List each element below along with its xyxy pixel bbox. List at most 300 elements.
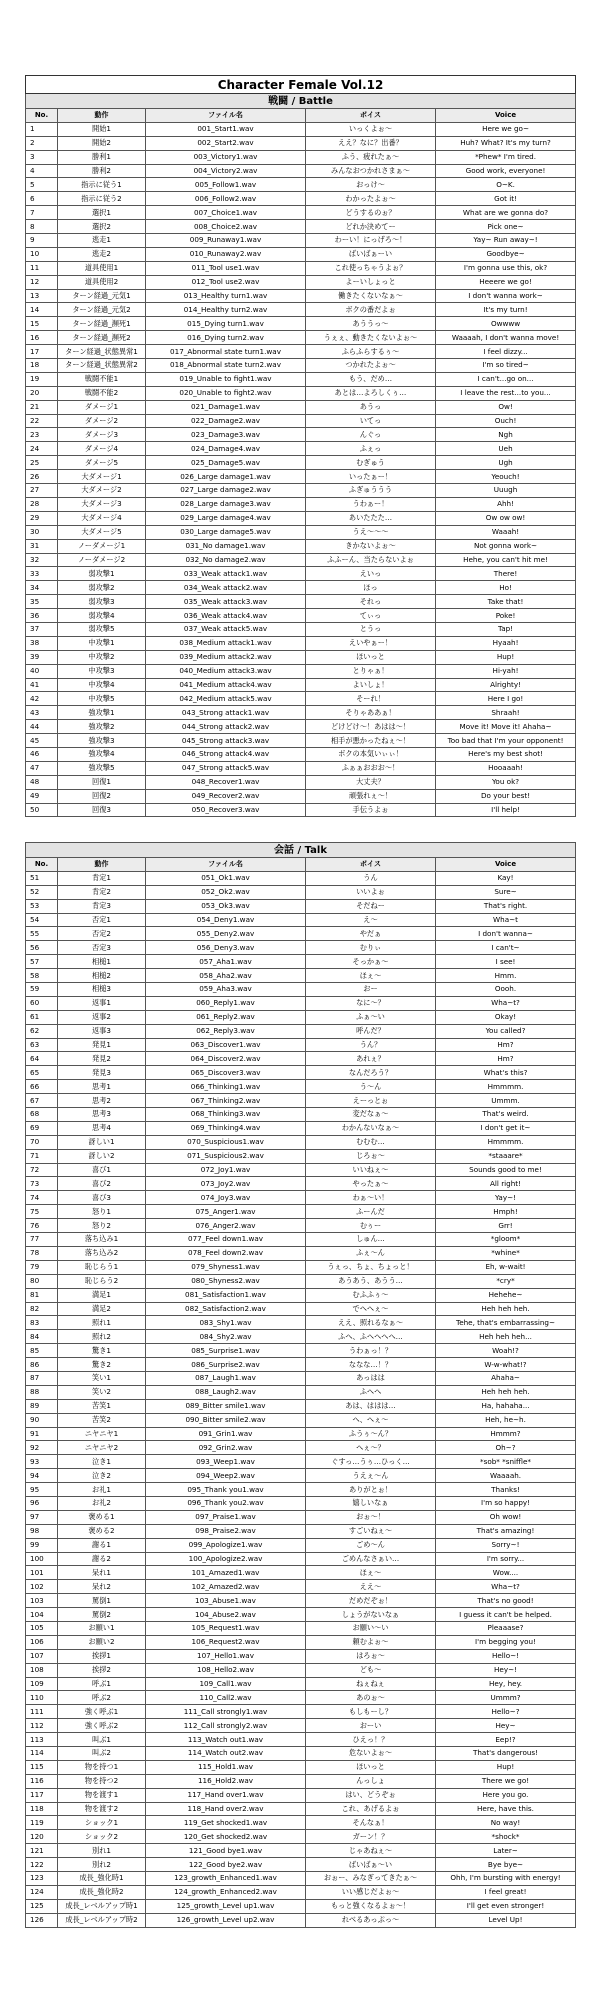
document-title: Character Female Vol.12 xyxy=(26,76,576,94)
filename-cell: 066_Thinking1.wav xyxy=(146,1080,306,1094)
filename-cell: 002_Start2.wav xyxy=(146,136,306,150)
row-number: 104 xyxy=(26,1608,58,1622)
row-number: 9 xyxy=(26,234,58,248)
row-number: 65 xyxy=(26,1066,58,1080)
voice-jp-cell: おぉ～！ xyxy=(306,1510,436,1524)
voice-en-cell: Wha~t xyxy=(436,913,576,927)
action-cell: 大ダメージ2 xyxy=(58,484,146,498)
filename-cell: 097_Praise1.wav xyxy=(146,1510,306,1524)
table-row xyxy=(26,539,576,553)
filename-cell: 021_Damage1.wav xyxy=(146,400,306,414)
row-number: 105 xyxy=(26,1621,58,1635)
action-cell: 挨拶1 xyxy=(58,1649,146,1663)
row-number: 64 xyxy=(26,1052,58,1066)
voice-en-cell: *sob* *sniffle* xyxy=(436,1455,576,1469)
voice-en-cell: Ngh xyxy=(436,428,576,442)
action-cell: 肯定3 xyxy=(58,899,146,913)
table-row xyxy=(26,247,576,261)
action-cell: 回復3 xyxy=(58,803,146,817)
voice-jp-cell: ふぁぁおおお～！ xyxy=(306,761,436,775)
table-row xyxy=(26,567,576,581)
table-row xyxy=(26,1371,576,1385)
action-cell: お願い2 xyxy=(58,1635,146,1649)
filename-cell: 031_No damage1.wav xyxy=(146,539,306,553)
filename-cell: 074_Joy3.wav xyxy=(146,1191,306,1205)
voice-en-cell: What's this? xyxy=(436,1066,576,1080)
table-row xyxy=(26,1094,576,1108)
voice-en-cell: Waaaah, I don't wanna move! xyxy=(436,331,576,345)
voice-jp-cell: やったぁ～ xyxy=(306,1177,436,1191)
action-cell: 相槌2 xyxy=(58,969,146,983)
voice-jp-cell: うわぁっ！？ xyxy=(306,1344,436,1358)
filename-cell: 018_Abnormal state turn2.wav xyxy=(146,359,306,373)
row-number: 81 xyxy=(26,1288,58,1302)
row-number: 115 xyxy=(26,1760,58,1774)
action-cell: 中攻撃3 xyxy=(58,664,146,678)
voice-jp-cell: ひえっ！？ xyxy=(306,1733,436,1747)
row-number: 20 xyxy=(26,386,58,400)
table-row xyxy=(26,1747,576,1761)
table-row xyxy=(26,1274,576,1288)
filename-cell: 101_Amazed1.wav xyxy=(146,1566,306,1580)
filename-cell: 028_Large damage3.wav xyxy=(146,497,306,511)
table-row xyxy=(26,525,576,539)
voice-en-cell: Eep!? xyxy=(436,1733,576,1747)
filename-cell: 047_Strong attack5.wav xyxy=(146,761,306,775)
voice-en-cell: Move it! Move it! Ahaha~ xyxy=(436,720,576,734)
action-cell: 選択1 xyxy=(58,206,146,220)
action-cell: 物を持つ2 xyxy=(58,1774,146,1788)
voice-jp-cell: あうあう、あうう… xyxy=(306,1274,436,1288)
table-row xyxy=(26,1802,576,1816)
voice-jp-cell: 手伝うよぉ xyxy=(306,803,436,817)
table-row xyxy=(26,331,576,345)
voice-en-cell: Ow! xyxy=(436,400,576,414)
table-row xyxy=(26,1538,576,1552)
voice-jp-cell: あっはは xyxy=(306,1371,436,1385)
table-row xyxy=(26,1191,576,1205)
voice-jp-cell: すごいねぇ～ xyxy=(306,1524,436,1538)
row-number: 24 xyxy=(26,442,58,456)
row-number: 41 xyxy=(26,678,58,692)
table-row xyxy=(26,1552,576,1566)
filename-cell: 125_growth_Level up1.wav xyxy=(146,1899,306,1913)
action-cell: 肯定1 xyxy=(58,871,146,885)
filename-cell: 065_Discover3.wav xyxy=(146,1066,306,1080)
voice-jp-cell: それっ xyxy=(306,595,436,609)
row-number: 76 xyxy=(26,1219,58,1233)
voice-jp-cell: もしもーし？ xyxy=(306,1705,436,1719)
row-number: 94 xyxy=(26,1469,58,1483)
filename-cell: 118_Hand over2.wav xyxy=(146,1802,306,1816)
filename-cell: 084_Shy2.wav xyxy=(146,1330,306,1344)
voice-en-cell: Woah!? xyxy=(436,1344,576,1358)
filename-cell: 055_Deny2.wav xyxy=(146,927,306,941)
voice-en-cell: Hi-yah! xyxy=(436,664,576,678)
voice-jp-cell: そーれ！ xyxy=(306,692,436,706)
voice-jp-cell: きかないよぉ～ xyxy=(306,539,436,553)
row-number: 27 xyxy=(26,484,58,498)
action-cell: 思考4 xyxy=(58,1121,146,1135)
voice-en-cell: I don't wanna~ xyxy=(436,927,576,941)
filename-cell: 007_Choice1.wav xyxy=(146,206,306,220)
voice-jp-cell: ばいばぁーい xyxy=(306,247,436,261)
voice-jp-cell: いったぁー！ xyxy=(306,470,436,484)
table-row xyxy=(26,1316,576,1330)
voice-jp-cell: 働きたくないなぁ～ xyxy=(306,289,436,303)
action-cell: 中攻撃4 xyxy=(58,678,146,692)
voice-jp-cell: ほっ xyxy=(306,581,436,595)
row-number: 118 xyxy=(26,1802,58,1816)
filename-cell: 054_Deny1.wav xyxy=(146,913,306,927)
row-number: 17 xyxy=(26,345,58,359)
action-cell: 大ダメージ1 xyxy=(58,470,146,484)
voice-en-cell: You ok? xyxy=(436,775,576,789)
voice-en-cell: Hey, hey. xyxy=(436,1677,576,1691)
table-row xyxy=(26,650,576,664)
voice-jp-cell: あのぉ～ xyxy=(306,1691,436,1705)
table-row xyxy=(26,359,576,373)
filename-cell: 056_Deny3.wav xyxy=(146,941,306,955)
action-cell: 発見3 xyxy=(58,1066,146,1080)
filename-cell: 015_Dying turn1.wav xyxy=(146,317,306,331)
voice-jp-cell: ごめ～ん xyxy=(306,1538,436,1552)
action-cell: 戦闘不能2 xyxy=(58,386,146,400)
voice-jp-cell: うん xyxy=(306,871,436,885)
filename-cell: 077_Feel down1.wav xyxy=(146,1233,306,1247)
action-cell: 勝利2 xyxy=(58,164,146,178)
column-header-voice-jp: ボイス xyxy=(306,858,436,872)
voice-jp-cell: ええ～ xyxy=(306,1580,436,1594)
table-row xyxy=(26,1524,576,1538)
voice-en-cell: *shock* xyxy=(436,1830,576,1844)
action-cell: 中攻撃2 xyxy=(58,650,146,664)
row-number: 95 xyxy=(26,1483,58,1497)
table-row xyxy=(26,803,576,817)
voice-jp-cell: いいねぇ～ xyxy=(306,1163,436,1177)
row-number: 82 xyxy=(26,1302,58,1316)
action-cell: 開始2 xyxy=(58,136,146,150)
voice-en-cell: Huh? What? It's my turn? xyxy=(436,136,576,150)
filename-cell: 024_Damage4.wav xyxy=(146,442,306,456)
row-number: 113 xyxy=(26,1733,58,1747)
filename-cell: 070_Suspicious1.wav xyxy=(146,1135,306,1149)
row-number: 90 xyxy=(26,1413,58,1427)
action-cell: 満足2 xyxy=(58,1302,146,1316)
row-number: 14 xyxy=(26,303,58,317)
filename-cell: 096_Thank you2.wav xyxy=(146,1496,306,1510)
voice-en-cell: I'm gonna use this, ok? xyxy=(436,261,576,275)
voice-en-cell: I'll get even stronger! xyxy=(436,1899,576,1913)
table-row xyxy=(26,150,576,164)
filename-cell: 053_Ok3.wav xyxy=(146,899,306,913)
table-row xyxy=(26,442,576,456)
row-number: 29 xyxy=(26,511,58,525)
voice-en-cell: I'm begging you! xyxy=(436,1635,576,1649)
table-row xyxy=(26,497,576,511)
table-row xyxy=(26,1594,576,1608)
filename-cell: 051_Ok1.wav xyxy=(146,871,306,885)
voice-en-cell: Got it! xyxy=(436,192,576,206)
table-row xyxy=(26,955,576,969)
voice-en-cell: What are we gonna do? xyxy=(436,206,576,220)
action-cell: 苦笑2 xyxy=(58,1413,146,1427)
filename-cell: 079_Shyness1.wav xyxy=(146,1260,306,1274)
table-row xyxy=(26,969,576,983)
voice-jp-cell: うぇっ、ちょ、ちょっと！ xyxy=(306,1260,436,1274)
voice-en-cell: I guess it can't be helped. xyxy=(436,1608,576,1622)
filename-cell: 095_Thank you1.wav xyxy=(146,1483,306,1497)
filename-cell: 120_Get shocked2.wav xyxy=(146,1830,306,1844)
voice-jp-cell: ふぁ～い xyxy=(306,1010,436,1024)
row-number: 28 xyxy=(26,497,58,511)
filename-cell: 124_growth_Enhanced2.wav xyxy=(146,1885,306,1899)
battle-sheet xyxy=(25,75,575,817)
filename-cell: 013_Healthy turn1.wav xyxy=(146,289,306,303)
action-cell: ダメージ1 xyxy=(58,400,146,414)
voice-en-cell: Hm? xyxy=(436,1038,576,1052)
voice-jp-cell: あは、ははは… xyxy=(306,1399,436,1413)
filename-cell: 025_Damage5.wav xyxy=(146,456,306,470)
voice-en-cell: Sure~ xyxy=(436,885,576,899)
table-row xyxy=(26,1635,576,1649)
voice-en-cell: Heeere we go! xyxy=(436,275,576,289)
voice-jp-cell: あれぇ？ xyxy=(306,1052,436,1066)
action-cell: 呼ぶ2 xyxy=(58,1691,146,1705)
filename-cell: 119_Get shocked1.wav xyxy=(146,1816,306,1830)
voice-jp-cell: うわぁー！ xyxy=(306,497,436,511)
voice-en-cell: Pick one~ xyxy=(436,220,576,234)
voice-en-cell: Owwww xyxy=(436,317,576,331)
row-number: 103 xyxy=(26,1594,58,1608)
action-cell: 叫ぶ1 xyxy=(58,1733,146,1747)
voice-en-cell: Here we go~ xyxy=(436,122,576,136)
table-row xyxy=(26,1302,576,1316)
action-cell: 別れ2 xyxy=(58,1858,146,1872)
table-row xyxy=(26,289,576,303)
voice-jp-cell: とうっ xyxy=(306,622,436,636)
table-row xyxy=(26,234,576,248)
action-cell: 罵倒2 xyxy=(58,1608,146,1622)
action-cell: 強攻撃4 xyxy=(58,747,146,761)
row-number: 73 xyxy=(26,1177,58,1191)
table-row xyxy=(26,1455,576,1469)
voice-en-cell: Hey~! xyxy=(436,1663,576,1677)
row-number: 38 xyxy=(26,636,58,650)
voice-jp-cell: むりぃ xyxy=(306,941,436,955)
voice-en-cell: Ahaha~ xyxy=(436,1371,576,1385)
voice-jp-cell: 嬉しいなぁ xyxy=(306,1496,436,1510)
table-row xyxy=(26,1844,576,1858)
row-number: 116 xyxy=(26,1774,58,1788)
voice-jp-cell: いてっ xyxy=(306,414,436,428)
table-row xyxy=(26,136,576,150)
action-cell: 返事1 xyxy=(58,996,146,1010)
action-cell: 返事3 xyxy=(58,1024,146,1038)
action-cell: 肯定2 xyxy=(58,885,146,899)
filename-cell: 043_Strong attack1.wav xyxy=(146,706,306,720)
action-cell: 逃走1 xyxy=(58,234,146,248)
filename-cell: 102_Amazed2.wav xyxy=(146,1580,306,1594)
filename-cell: 009_Runaway1.wav xyxy=(146,234,306,248)
filename-cell: 085_Surprise1.wav xyxy=(146,1344,306,1358)
row-number: 99 xyxy=(26,1538,58,1552)
table-row xyxy=(26,164,576,178)
voice-en-cell: I don't wanna work~ xyxy=(436,289,576,303)
filename-cell: 068_Thinking3.wav xyxy=(146,1108,306,1122)
table-row xyxy=(26,1705,576,1719)
voice-jp-cell: でへへぇ～ xyxy=(306,1302,436,1316)
table-row xyxy=(26,1344,576,1358)
row-number: 51 xyxy=(26,871,58,885)
filename-cell: 044_Strong attack2.wav xyxy=(146,720,306,734)
row-number: 19 xyxy=(26,372,58,386)
voice-jp-cell: ほぇ～ xyxy=(306,1566,436,1580)
action-cell: 強く呼ぶ1 xyxy=(58,1705,146,1719)
voice-jp-cell: わかんないなぁ～ xyxy=(306,1121,436,1135)
row-number: 21 xyxy=(26,400,58,414)
row-number: 117 xyxy=(26,1788,58,1802)
table-row xyxy=(26,789,576,803)
row-number: 121 xyxy=(26,1844,58,1858)
voice-en-cell: Sounds good to me! xyxy=(436,1163,576,1177)
row-number: 114 xyxy=(26,1747,58,1761)
voice-jp-cell: ふふーん、当たらないよぉ xyxy=(306,553,436,567)
action-cell: 道具使用1 xyxy=(58,261,146,275)
voice-jp-cell: ふぇ～ん xyxy=(306,1246,436,1260)
filename-cell: 089_Bitter smile1.wav xyxy=(146,1399,306,1413)
action-cell: 苦笑1 xyxy=(58,1399,146,1413)
action-cell: 泣き1 xyxy=(58,1455,146,1469)
voice-jp-cell: ふらふらするぅ～ xyxy=(306,345,436,359)
row-number: 25 xyxy=(26,456,58,470)
action-cell: お願い1 xyxy=(58,1621,146,1635)
action-cell: 弱攻撃1 xyxy=(58,567,146,581)
voice-en-cell: *cry* xyxy=(436,1274,576,1288)
table-row xyxy=(26,775,576,789)
filename-cell: 104_Abuse2.wav xyxy=(146,1608,306,1622)
row-number: 119 xyxy=(26,1816,58,1830)
action-cell: 指示に従う1 xyxy=(58,178,146,192)
voice-en-cell: Yay~! xyxy=(436,1191,576,1205)
voice-jp-cell: ねぇねぇ xyxy=(306,1677,436,1691)
action-cell: 呼ぶ1 xyxy=(58,1677,146,1691)
table-row xyxy=(26,1566,576,1580)
voice-en-cell: Pleaaase? xyxy=(436,1621,576,1635)
voice-jp-cell: ふへへ xyxy=(306,1385,436,1399)
row-number: 31 xyxy=(26,539,58,553)
voice-en-cell: Oooh. xyxy=(436,983,576,997)
voice-en-cell: I'm so tired~ xyxy=(436,359,576,373)
row-number: 18 xyxy=(26,359,58,373)
voice-jp-cell: ふうぅ～ん？ xyxy=(306,1427,436,1441)
voice-jp-cell: 呼んだ？ xyxy=(306,1024,436,1038)
row-number: 50 xyxy=(26,803,58,817)
filename-cell: 052_Ok2.wav xyxy=(146,885,306,899)
action-cell: 回復2 xyxy=(58,789,146,803)
action-cell: ショック2 xyxy=(58,1830,146,1844)
action-cell: 呆れ2 xyxy=(58,1580,146,1594)
talk-table-body xyxy=(26,871,576,1927)
table-row xyxy=(26,913,576,927)
voice-jp-cell: ほぇ～ xyxy=(306,969,436,983)
action-cell: 照れ2 xyxy=(58,1330,146,1344)
voice-jp-cell: ふへ、ふへへへへ… xyxy=(306,1330,436,1344)
filename-cell: 033_Weak attack1.wav xyxy=(146,567,306,581)
filename-cell: 116_Hold2.wav xyxy=(146,1774,306,1788)
row-number: 60 xyxy=(26,996,58,1010)
table-row xyxy=(26,1608,576,1622)
table-row xyxy=(26,1663,576,1677)
action-cell: 大ダメージ4 xyxy=(58,511,146,525)
action-cell: 罵倒1 xyxy=(58,1594,146,1608)
voice-en-cell: Too bad that I'm your opponent! xyxy=(436,734,576,748)
table-row xyxy=(26,1677,576,1691)
table-row xyxy=(26,220,576,234)
action-cell: 訝しい2 xyxy=(58,1149,146,1163)
voice-jp-cell: ほいっと xyxy=(306,650,436,664)
voice-en-cell: That's right. xyxy=(436,899,576,913)
row-number: 54 xyxy=(26,913,58,927)
table-row xyxy=(26,678,576,692)
table-row xyxy=(26,1260,576,1274)
voice-en-cell: *Phew* I'm tired. xyxy=(436,150,576,164)
voice-jp-cell: んっしょ xyxy=(306,1774,436,1788)
voice-en-cell: I can't...go on... xyxy=(436,372,576,386)
voice-en-cell: Wha~t? xyxy=(436,996,576,1010)
voice-jp-cell: あうっ xyxy=(306,400,436,414)
filename-cell: 064_Discover2.wav xyxy=(146,1052,306,1066)
voice-jp-cell: うえぇ～ん xyxy=(306,1469,436,1483)
column-header-filename: ファイル名 xyxy=(146,858,306,872)
filename-cell: 003_Victory1.wav xyxy=(146,150,306,164)
action-cell: ニヤニヤ2 xyxy=(58,1441,146,1455)
voice-jp-cell: じろぉ～ xyxy=(306,1149,436,1163)
row-number: 89 xyxy=(26,1399,58,1413)
table-row xyxy=(26,1830,576,1844)
voice-en-cell: Ummm? xyxy=(436,1691,576,1705)
filename-cell: 109_Call1.wav xyxy=(146,1677,306,1691)
voice-jp-cell: なんだろう？ xyxy=(306,1066,436,1080)
action-cell: ターン経過_瀕死1 xyxy=(58,317,146,331)
voice-en-cell: I leave the rest...to you... xyxy=(436,386,576,400)
row-number: 12 xyxy=(26,275,58,289)
table-row xyxy=(26,400,576,414)
action-cell: 成長_レベルアップ時1 xyxy=(58,1899,146,1913)
voice-jp-cell: しゅん… xyxy=(306,1233,436,1247)
voice-en-cell: *whine* xyxy=(436,1246,576,1260)
voice-en-cell: Ha, hahaha... xyxy=(436,1399,576,1413)
row-number: 55 xyxy=(26,927,58,941)
table-row xyxy=(26,178,576,192)
column-header-action: 動作 xyxy=(58,109,146,123)
row-number: 107 xyxy=(26,1649,58,1663)
column-header-no: No. xyxy=(26,109,58,123)
voice-en-cell: *staaare* xyxy=(436,1149,576,1163)
voice-jp-cell: ふーんだ xyxy=(306,1205,436,1219)
table-row xyxy=(26,941,576,955)
action-cell: 否定1 xyxy=(58,913,146,927)
row-number: 71 xyxy=(26,1149,58,1163)
voice-en-cell: Do your best! xyxy=(436,789,576,803)
table-row xyxy=(26,761,576,775)
table-row xyxy=(26,386,576,400)
voice-en-cell: Ho! xyxy=(436,581,576,595)
voice-en-cell: Hello~? xyxy=(436,1705,576,1719)
voice-en-cell: Heh heh heh. xyxy=(436,1385,576,1399)
voice-en-cell: Level Up! xyxy=(436,1913,576,1927)
row-number: 3 xyxy=(26,150,58,164)
